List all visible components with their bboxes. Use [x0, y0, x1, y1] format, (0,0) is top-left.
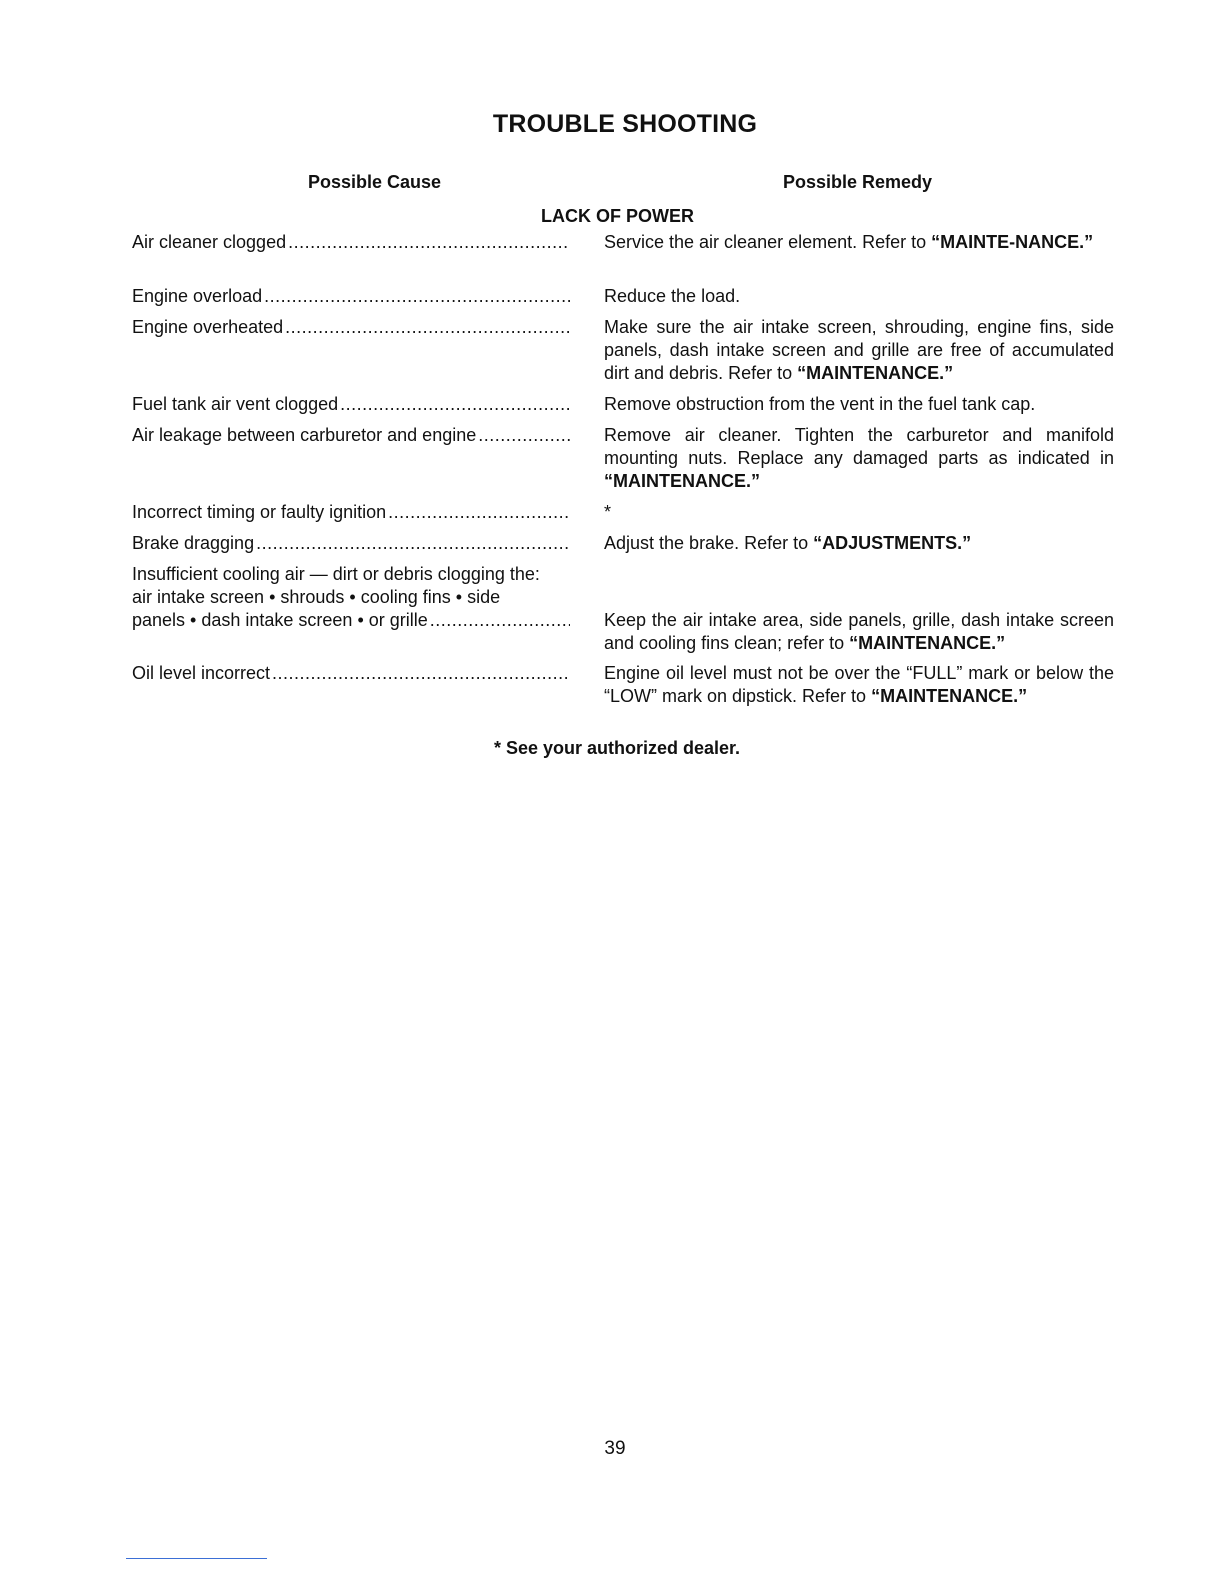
bottom-rule: [126, 1558, 267, 1559]
cause-cell: [132, 316, 570, 339]
cause-text: Engine overload: [132, 286, 263, 306]
page-title: TROUBLE SHOOTING: [492, 110, 758, 138]
remedy-text: Make sure the air intake screen, shrouding, engine fins, side panels, dash intake screen and grille are free of accumulated dirt and debris. Refer to: [604, 317, 1114, 383]
remedy-text: Service the air cleaner element. Refer to: [604, 232, 932, 252]
remedy-reference: “MAINTENANCE.”: [797, 363, 954, 383]
cause-line: [132, 501, 570, 524]
column-header-cause: Possible Cause: [308, 172, 442, 192]
remedy-cell: [604, 424, 1114, 493]
dot-leader: [430, 609, 570, 632]
dot-leader: [272, 662, 570, 685]
remedy-reference: “MAINTENANCE.”: [871, 686, 1028, 706]
cause-cell: [132, 393, 570, 416]
remedy-cell: [604, 662, 1114, 708]
cause-text: Engine overheated: [132, 317, 284, 337]
remedy-cell: [604, 231, 1114, 254]
dot-leader: [288, 231, 570, 254]
cause-line: [132, 662, 570, 685]
cause-text: Air cleaner clogged: [132, 232, 287, 252]
cause-text: Oil level incorrect: [132, 663, 271, 683]
cause-line: [132, 285, 570, 308]
dot-leader: [264, 285, 570, 308]
cause-cell: [132, 532, 570, 555]
remedy-reference: “MAINTE-NANCE.”: [931, 232, 1094, 252]
remedy-reference: “ADJUSTMENTS.”: [813, 533, 972, 553]
remedy-reference: “MAINTENANCE.”: [849, 633, 1006, 653]
cause-line: [132, 563, 570, 586]
dot-leader: [388, 501, 570, 524]
cause-cell: [132, 285, 570, 308]
cause-cell: [132, 662, 570, 685]
dot-leader: [256, 532, 570, 555]
remedy-text: Engine oil level must not be over the “FULL” mark or below the “LOW” mark on dipstick. Refer to: [604, 663, 1114, 706]
cause-line: [132, 424, 570, 447]
page-number: 39: [604, 1438, 626, 1459]
remedy-cell: [604, 501, 1114, 524]
cause-line: [132, 586, 570, 609]
dot-leader: [285, 316, 570, 339]
remedy-cell: [604, 316, 1114, 385]
remedy-cell: [604, 609, 1114, 655]
cause-line: [132, 532, 570, 555]
cause-cell: [132, 231, 570, 254]
cause-text: air intake screen • shrouds • cooling fins • side: [132, 587, 501, 607]
column-header-remedy: Possible Remedy: [783, 172, 933, 192]
cause-text: panels • dash intake screen • or grille: [132, 610, 428, 630]
remedy-cell: [604, 285, 1114, 308]
cause-line: [132, 393, 570, 416]
remedy-reference: “MAINTENANCE.”: [604, 471, 760, 491]
cause-cell: [132, 563, 570, 632]
cause-line: [132, 231, 570, 254]
cause-cell: [132, 424, 570, 447]
cause-text: Air leakage between carburetor and engine: [132, 425, 477, 445]
cause-text: Incorrect timing or faulty ignition: [132, 502, 387, 522]
cause-text: Fuel tank air vent clogged: [132, 394, 339, 414]
remedy-cell: [604, 393, 1114, 416]
cause-cell: [132, 501, 570, 524]
remedy-text: Reduce the load.: [604, 286, 741, 306]
section-heading: LACK OF POWER: [541, 206, 694, 226]
remedy-text: Remove air cleaner. Tighten the carburetor and manifold mounting nuts. Replace any damaged parts as indicated in: [604, 425, 1114, 468]
remedy-text: *: [604, 502, 612, 522]
cause-line: [132, 316, 570, 339]
cause-text: Insufficient cooling air — dirt or debris clogging the:: [132, 564, 540, 584]
cause-text: Brake dragging: [132, 533, 255, 553]
remedy-text: Keep the air intake area, side panels, grille, dash intake screen and cooling fins clean; refer to: [604, 610, 1114, 653]
footnote: * See your authorized dealer.: [493, 738, 741, 758]
remedy-text: Remove obstruction from the vent in the fuel tank cap.: [604, 394, 1036, 414]
dot-leader: [340, 393, 570, 416]
cause-line: [132, 609, 570, 632]
remedy-text: Adjust the brake. Refer to: [604, 533, 814, 553]
dot-leader: [478, 424, 570, 447]
remedy-cell: [604, 532, 1114, 555]
